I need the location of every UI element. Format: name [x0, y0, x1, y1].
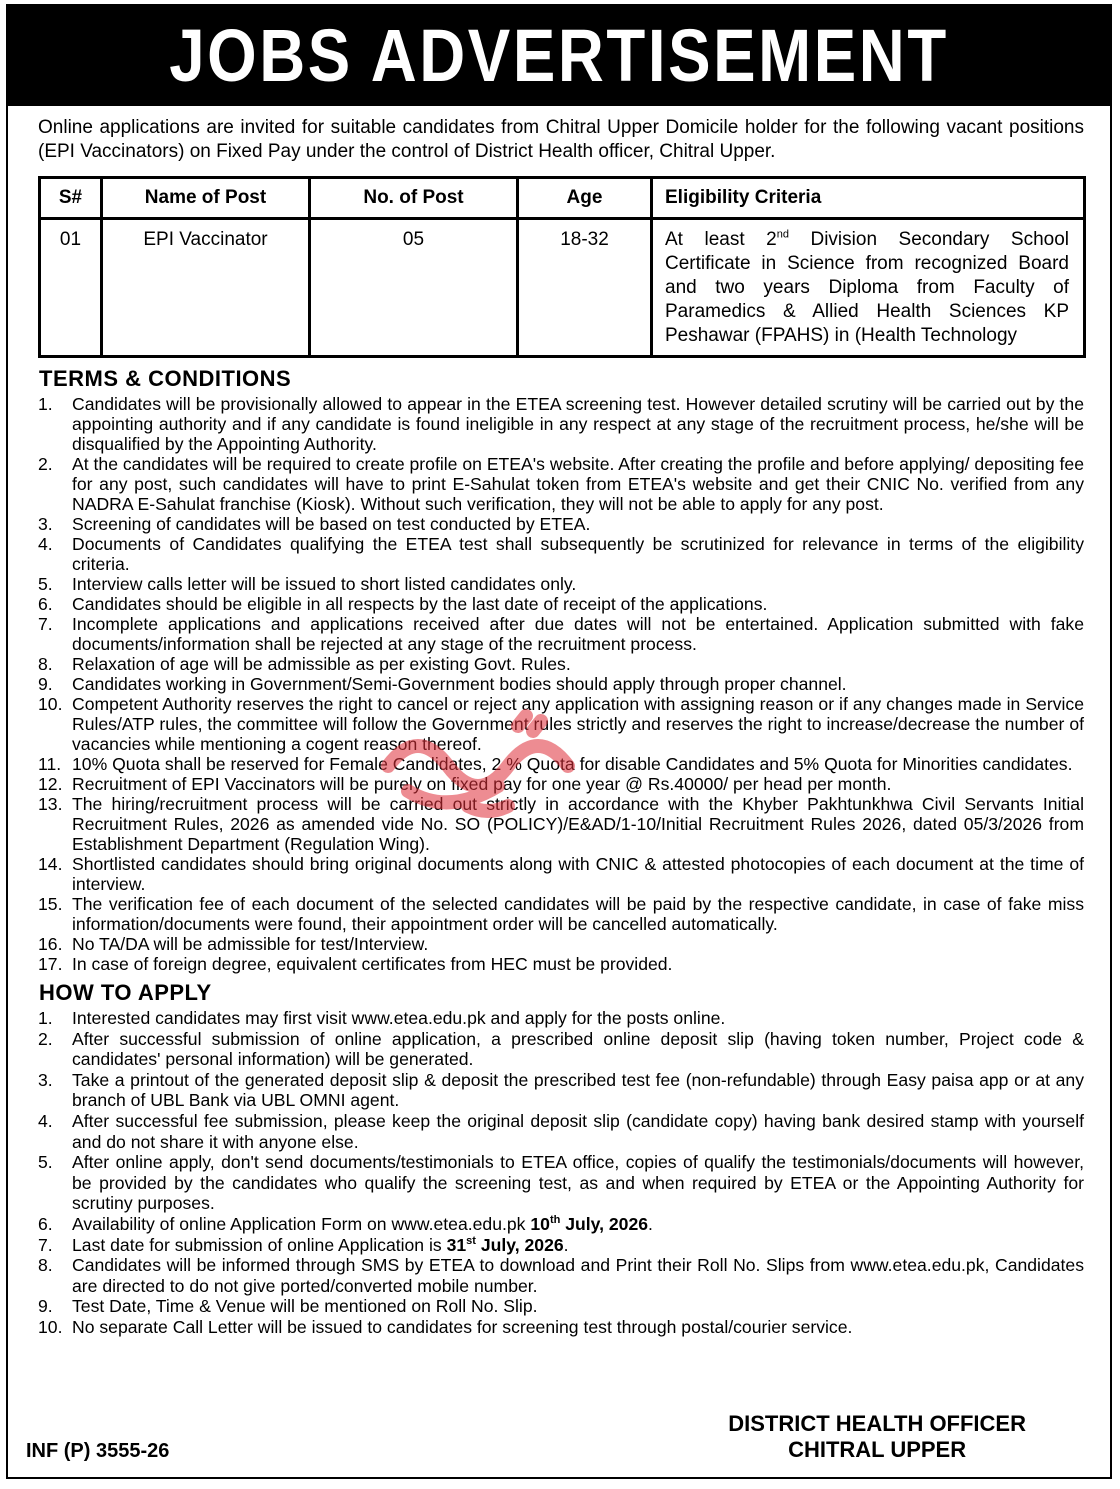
list-item-number: 3.	[38, 1069, 53, 1090]
list-item-text: Interview calls letter will be issued to short listed candidates only.	[72, 574, 577, 594]
table-header-row	[40, 178, 1085, 219]
list-item	[38, 1029, 1084, 1070]
list-item	[38, 894, 1084, 934]
list-item	[38, 1235, 1084, 1256]
list-item-number: 13.	[38, 794, 63, 814]
criteria-pre: At least 2	[665, 229, 777, 250]
office-line-2: CHITRAL UPPER	[788, 1437, 967, 1462]
terms-heading: TERMS & CONDITIONS	[39, 366, 292, 391]
office-line-1: DISTRICT HEALTH OFFICER	[728, 1411, 1026, 1436]
intro-paragraph: Online applications are invited for suitable candidates from Chitral Upper Domicile holder for the following vacant positions (EPI Vaccinators) on Fixed Pay under the control of District Health officer, Chitral Upper.	[38, 117, 1084, 162]
issuing-office	[728, 1411, 1026, 1463]
list-item	[38, 614, 1084, 654]
list-item-text: Shortlisted candidates should bring original documents along with CNIC & attested photocopies of each document at the time of interview.	[72, 854, 1084, 894]
list-item-text: Screening of candidates will be based on test conducted by ETEA.	[72, 514, 591, 534]
criteria-sup: nd	[776, 228, 789, 241]
list-item	[38, 454, 1084, 514]
terms-list	[38, 394, 1084, 974]
list-item	[38, 1255, 1084, 1296]
list-item	[38, 534, 1084, 574]
list-item	[38, 674, 1084, 694]
list-item-text: After successful submission of online application, a prescribed online deposit slip (having token number, Project code & candidates' personal information) will be generated.	[72, 1028, 1084, 1070]
list-item-text: Incomplete applications and applications received after due dates will not be entertained. Application submitted with fake documents/information shall be rejected at any stage of the recruitment process.	[72, 614, 1084, 654]
cell-post: EPI Vaccinator	[102, 219, 310, 357]
list-item-number: 7.	[38, 614, 53, 634]
list-item	[38, 754, 1084, 774]
posts-table	[38, 176, 1086, 358]
list-item-part-post: .	[563, 1234, 569, 1255]
list-item	[38, 1214, 1084, 1235]
list-item	[38, 954, 1084, 974]
list-item-number: 4.	[38, 1110, 53, 1131]
list-item	[38, 774, 1084, 794]
list-item-number: 6.	[38, 1213, 53, 1234]
list-item-number: 1.	[38, 1008, 53, 1028]
list-item-number: 5.	[38, 1152, 53, 1173]
list-item	[38, 654, 1084, 674]
banner-title: JOBS ADVERTISEMENT	[85, 6, 1033, 106]
list-item-number: 15.	[38, 894, 63, 914]
list-item-number: 16.	[38, 934, 63, 954]
list-item-text: No separate Call Letter will be issued to candidates for screening test through postal/courier service.	[72, 1316, 853, 1337]
list-item-text: At the candidates will be required to create profile on ETEA's website. After creating the profile and before applying/ depositing fee for any post, such candidates will have to print E-Sahulat token from ETEA's website and get their CNIC No. verified from any NADRA E-Sahulat franchise (Kiosk). Without such verification, they will not be able to apply for any post.	[72, 454, 1084, 514]
list-item-number: 2.	[38, 454, 53, 474]
list-item-number: 10.	[38, 1316, 63, 1337]
col-header-age: Age	[518, 178, 652, 219]
list-item	[38, 574, 1084, 594]
list-item-text: Take a printout of the generated deposit slip & deposit the prescribed test fee (non-refundable) through Easy paisa app or at any branch of UBL Bank via UBL OMNI agent.	[72, 1069, 1084, 1111]
list-item	[38, 1317, 1084, 1338]
list-item-number: 1.	[38, 394, 53, 414]
advertisement-page	[6, 4, 1112, 1479]
list-item-part-b1: 31	[446, 1234, 467, 1255]
list-item	[38, 1111, 1084, 1152]
criteria-post: Division Secondary School Certificate in Science from recognized Board and two years Diploma from Faculty of Paramedics & Allied Health Sciences KP Peshawar (FPAHS) in (Health Technology	[665, 229, 1069, 346]
apply-heading: HOW TO APPLY	[39, 980, 212, 1005]
list-item	[38, 694, 1084, 754]
list-item-text: Candidates will be provisionally allowed to appear in the ETEA screening test. However detailed scrutiny will be carried out by the appointing authority and if any candidate is found ineligible in any respect at any stage of the recruitment process, he/she will be disqualified by the Appointing Authority.	[72, 394, 1084, 454]
list-item-part-b2: July, 2026	[475, 1234, 564, 1255]
cell-count: 05	[310, 219, 518, 357]
list-item	[38, 854, 1084, 894]
list-item-part-post: .	[648, 1213, 653, 1234]
list-item-text: Candidates working in Government/Semi-Government bodies should apply through proper channel.	[72, 674, 847, 694]
list-item-text: Recruitment of EPI Vaccinators will be purely on fixed pay for one year @ Rs.40000/ per head per month.	[72, 774, 892, 794]
reference-number: INF (P) 3555-26	[26, 1440, 170, 1462]
list-item-number: 11.	[38, 754, 62, 774]
list-item-text	[72, 1235, 1084, 1256]
list-item	[38, 1152, 1084, 1214]
list-item-number: 8.	[38, 654, 53, 674]
cell-age: 18-32	[518, 219, 652, 357]
list-item-text: No TA/DA will be admissible for test/Interview.	[72, 934, 429, 954]
list-item-number: 12.	[38, 774, 63, 794]
col-header-count: No. of Post	[310, 178, 518, 219]
list-item-text: Relaxation of age will be admissible as per existing Govt. Rules.	[72, 654, 571, 674]
list-item-part-sup: th	[549, 1214, 561, 1227]
list-item-number: 3.	[38, 514, 53, 534]
table-row	[40, 219, 1085, 357]
cell-sno: 01	[40, 219, 102, 357]
list-item-part-b2: July, 2026	[560, 1213, 649, 1234]
list-item-text: Interested candidates may first visit www.etea.edu.pk and apply for the posts online.	[72, 1008, 726, 1028]
list-item	[38, 1070, 1084, 1111]
list-item-number: 8.	[38, 1255, 53, 1276]
list-item	[38, 394, 1084, 454]
banner	[8, 6, 1110, 106]
list-item-number: 9.	[38, 674, 53, 694]
list-item	[38, 514, 1084, 534]
list-item-text: In case of foreign degree, equivalent certificates from HEC must be provided.	[72, 954, 673, 974]
list-item-text	[72, 1214, 1084, 1235]
list-item-number: 14.	[38, 854, 63, 874]
list-item-text: Documents of Candidates qualifying the ETEA test shall subsequently be scrutinized for relevance in terms of the eligibility criteria.	[72, 534, 1084, 574]
list-item-text: Candidates will be informed through SMS by ETEA to download and Print their Roll No. Slips from www.etea.edu.pk, Candidates are directed to do not give ported/converted mobile number.	[72, 1255, 1084, 1296]
col-header-post: Name of Post	[102, 178, 310, 219]
list-item	[38, 794, 1084, 854]
list-item-text: Competent Authority reserves the right to cancel or reject any application with assigning reason or if any changes made in Service Rules/ATP rules, the committee will follow the Government rules strictly and reserves the right to increase/decrease the number of vacancies while mentioning a cogent reason thereof.	[72, 694, 1084, 754]
list-item-number: 6.	[38, 594, 53, 614]
list-item-part-b1: 10	[530, 1213, 550, 1234]
col-header-sno: S#	[40, 178, 102, 219]
col-header-criteria: Eligibility Criteria	[652, 178, 1085, 219]
list-item	[38, 1008, 1084, 1029]
list-item-number: 10.	[38, 694, 63, 714]
list-item-number: 2.	[38, 1028, 53, 1049]
list-item-text: 10% Quota shall be reserved for Female Candidates, 2 % Quota for disable Candidates and 5% Quota for Minorities candidates.	[72, 754, 1073, 774]
list-item-number: 17.	[38, 954, 63, 974]
list-item-number: 4.	[38, 534, 53, 554]
list-item	[38, 1296, 1084, 1317]
list-item-number: 7.	[38, 1234, 53, 1255]
list-item-part-pre: Availability of online Application Form on www.etea.edu.pk	[72, 1213, 531, 1234]
list-item	[38, 594, 1084, 614]
list-item-text: After successful fee submission, please keep the original deposit slip (candidate copy) having bank desired stamp with yourself and do not share it with anyone else.	[72, 1110, 1084, 1152]
cell-criteria	[652, 219, 1085, 357]
list-item-text: Test Date, Time & Venue will be mentioned on Roll No. Slip.	[72, 1296, 538, 1317]
list-item-text: Candidates should be eligible in all respects by the last date of receipt of the applications.	[72, 594, 768, 614]
list-item	[38, 934, 1084, 954]
list-item-number: 9.	[38, 1296, 53, 1317]
list-item-text: The verification fee of each document of the selected candidates will be paid by the respective candidate, in case of fake miss information/documents were found, their appointment order will be cancelled automatically.	[72, 894, 1084, 934]
list-item-part-pre: Last date for submission of online Application is	[72, 1234, 447, 1255]
list-item-text: The hiring/recruitment process will be carried out strictly in accordance with the Khyber Pakhtunkhwa Civil Servants Initial Recruitment Rules, 2026 as amended vide No. SO (POLICY)/E&AD/1-10/Initial Recruitment Rules 2026, dated 05/3/2026 from Establishment Department (Regulation Wing).	[72, 794, 1084, 854]
list-item-part-sup: st	[466, 1234, 476, 1247]
apply-list	[38, 1008, 1084, 1338]
list-item-number: 5.	[38, 574, 53, 594]
list-item-text: After online apply, don't send documents/testimonials to ETEA office, copies of qualify the testimonials/documents will however, be provided by the candidates who qualify the screening test, as and when required by ETEA or the Appointing Authority for scrutiny purposes.	[72, 1152, 1084, 1214]
